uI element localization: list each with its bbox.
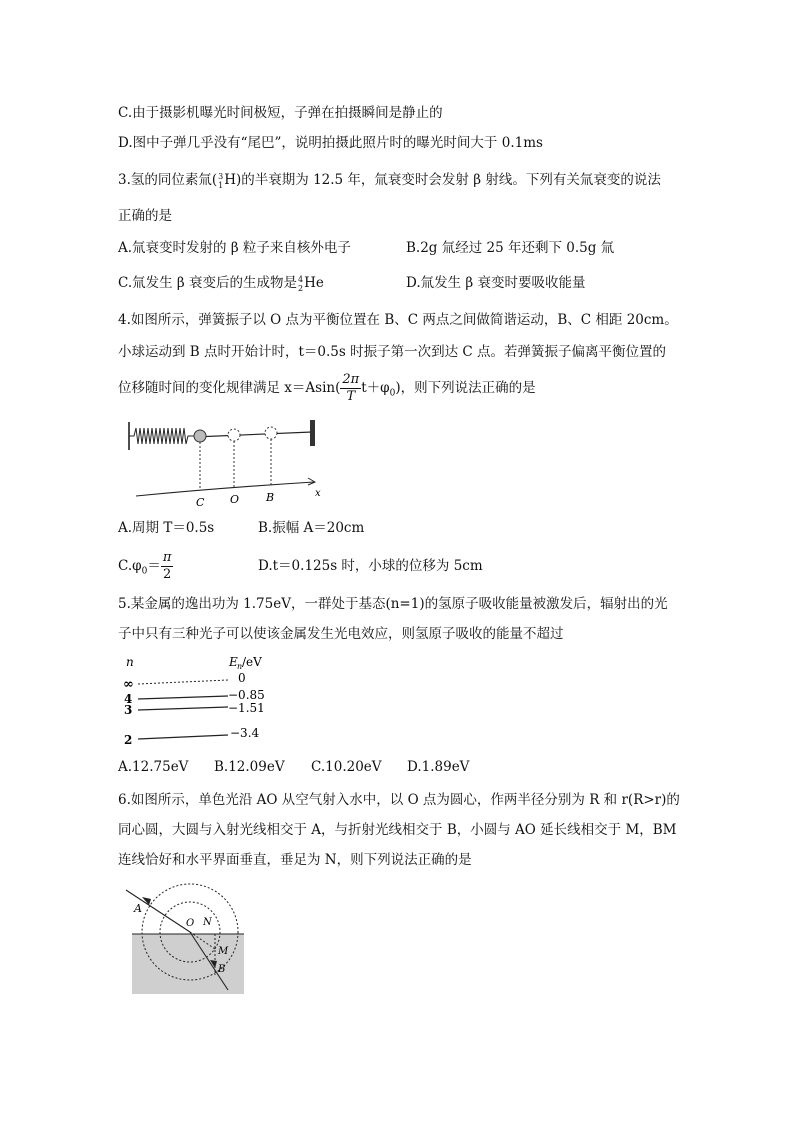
q4-option-c-equals: ＝: [147, 558, 161, 574]
q3-stem: [118, 170, 661, 190]
q4-stem-line3-b: t＋φ: [361, 380, 390, 396]
q4-stem-line3: [118, 370, 536, 412]
q5-option-a: A.12.75eV: [118, 759, 189, 775]
label-m: M: [218, 946, 229, 957]
he-atomic-number: 2: [298, 283, 304, 293]
level-e-4: −0.85: [228, 688, 265, 702]
ball-position-b: [265, 427, 277, 439]
two-denominator: 2: [162, 567, 172, 582]
q3-stem-end: 正确的是: [118, 208, 172, 224]
ball-position-o: [228, 429, 240, 441]
q3-stem-a: 3.氢的同位素氚(: [118, 172, 218, 188]
level-e-inf: 0: [238, 671, 246, 685]
q4-option-b: B.振幅 A＝20cm: [258, 520, 365, 536]
he-mass-number: 4: [298, 274, 304, 284]
q4-option-d: D.t＝0.125s 时，小球的位移为 5cm: [258, 558, 483, 574]
pi-numerator: π: [162, 550, 172, 565]
q5-option-d: D.1.89eV: [407, 759, 470, 775]
q5-option-c: C.10.20eV: [311, 759, 382, 775]
e-header-sub: n: [237, 662, 243, 671]
e-header: E: [229, 655, 238, 669]
q3-option-a: A.氚衰变时发射的 β 粒子来自核外电子: [118, 240, 351, 256]
q4-stem-line3-c: )，则下列说法正确的是: [395, 380, 536, 396]
q4-stem-line2: 小球运动到 B 点时开始计时，t＝0.5s 时振子第一次到达 C 点。若弹簧振子偏离平衡位置的: [118, 344, 667, 360]
q3-option-c: [118, 273, 324, 293]
label-a: A: [134, 902, 142, 915]
level-n-inf: ∞: [123, 677, 134, 692]
x-axis: [136, 482, 314, 496]
q6-stem-line3: 连线恰好和水平界面垂直，垂足为 N，则下列说法正确的是: [118, 852, 472, 868]
isotope-mass-number: 3: [218, 171, 224, 181]
level-line-2: [138, 735, 228, 739]
tritium-isotope-notation: [218, 172, 223, 190]
q3-stem-b: H)的半衰期为 12.5 年，氚衰变时会发射 β 射线。下列有关氚衰变的说法: [224, 172, 661, 188]
q5-stem-line2: 子中只有三种光子可以使该金属发生光电效应，则氢原子吸收的能量不超过: [118, 626, 564, 642]
option-d-line: D.图中子弹几乎没有“尾巴”，说明拍摄此照片时的曝光时间大于 0.1ms: [118, 135, 543, 151]
label-n: N: [203, 917, 212, 928]
ball: [194, 430, 206, 442]
option-c-line: C.由于摄影机曝光时间极短，子弹在拍摄瞬间是静止的: [118, 105, 443, 121]
q5-stem-line1: 5.某金属的逸出功为 1.75eV，一群处于基态(n=1)的氢原子吸收能量被激发后，辐射出的光: [118, 596, 668, 612]
pi-over-two-fraction: [161, 550, 174, 583]
label-o: O: [230, 493, 240, 506]
level-line-inf: [138, 680, 228, 684]
q6-stem-line2: 同心圆，大圆与入射光线相交于 A，与折射光线相交于 B，小圆与 AO 延长线相交于 M，BM: [118, 822, 677, 838]
label-c: C: [196, 496, 205, 509]
level-line-4: [138, 696, 228, 699]
n-header: n: [126, 655, 134, 669]
label-b: B: [266, 491, 275, 504]
spring: [129, 428, 194, 444]
level-n-4: 4: [124, 692, 133, 706]
refraction-figure: [118, 880, 248, 998]
x-axis-arrow: [308, 478, 315, 485]
level-e-3: −1.51: [228, 701, 265, 715]
q3-option-b: B.2g 氚经过 25 年还剩下 0.5g 氚: [406, 240, 615, 256]
right-wall: [310, 420, 315, 446]
water-region: [132, 934, 244, 994]
phase-subscript: 0: [389, 388, 396, 399]
q4-stem-line3-a: 位移随时间的变化规律满足 x＝Asin(: [118, 380, 341, 396]
label-b6: B: [218, 964, 226, 975]
level-e-2: −3.4: [230, 726, 260, 740]
level-n-3: 3: [124, 703, 133, 717]
spring-oscillator-figure: [118, 414, 330, 510]
q3-option-d: D.氚发生 β 衰变时要吸收能量: [406, 275, 586, 291]
label-x: x: [315, 488, 321, 499]
q4-option-c-label: C.φ: [118, 558, 142, 574]
q6-stem-line1: 6.如图所示，单色光沿 AO 从空气射入水中，以 O 点为圆心，作两半径分别为 R 和 r(R>r)的: [118, 792, 680, 808]
level-n-2: 2: [124, 733, 133, 747]
level-line-3: [138, 707, 228, 710]
isotope-atomic-number: 1: [218, 180, 224, 190]
energy-level-diagram: [118, 650, 278, 750]
q3-option-c-text: C.氚发生 β 衰变后的生成物是: [118, 275, 298, 291]
fraction-denominator: T: [346, 389, 356, 404]
phi-subscript: 0: [141, 566, 148, 577]
fraction-numerator: 2π: [342, 372, 360, 387]
helium-symbol: He: [304, 275, 324, 291]
q4-option-c: [118, 546, 173, 592]
label-o6: O: [186, 918, 195, 929]
angular-frequency-fraction: [340, 372, 361, 405]
q4-option-a: A.周期 T＝0.5s: [118, 520, 215, 536]
q5-option-b: B.12.09eV: [214, 759, 285, 775]
q4-stem-line1: 4.如图所示，弹簧振子以 O 点为平衡位置在 B、C 两点之间做简谐运动，B、C 相距 20cm。: [118, 312, 678, 328]
e-unit: /eV: [242, 655, 262, 669]
rod: [194, 432, 312, 437]
helium-isotope-notation: [298, 275, 303, 293]
